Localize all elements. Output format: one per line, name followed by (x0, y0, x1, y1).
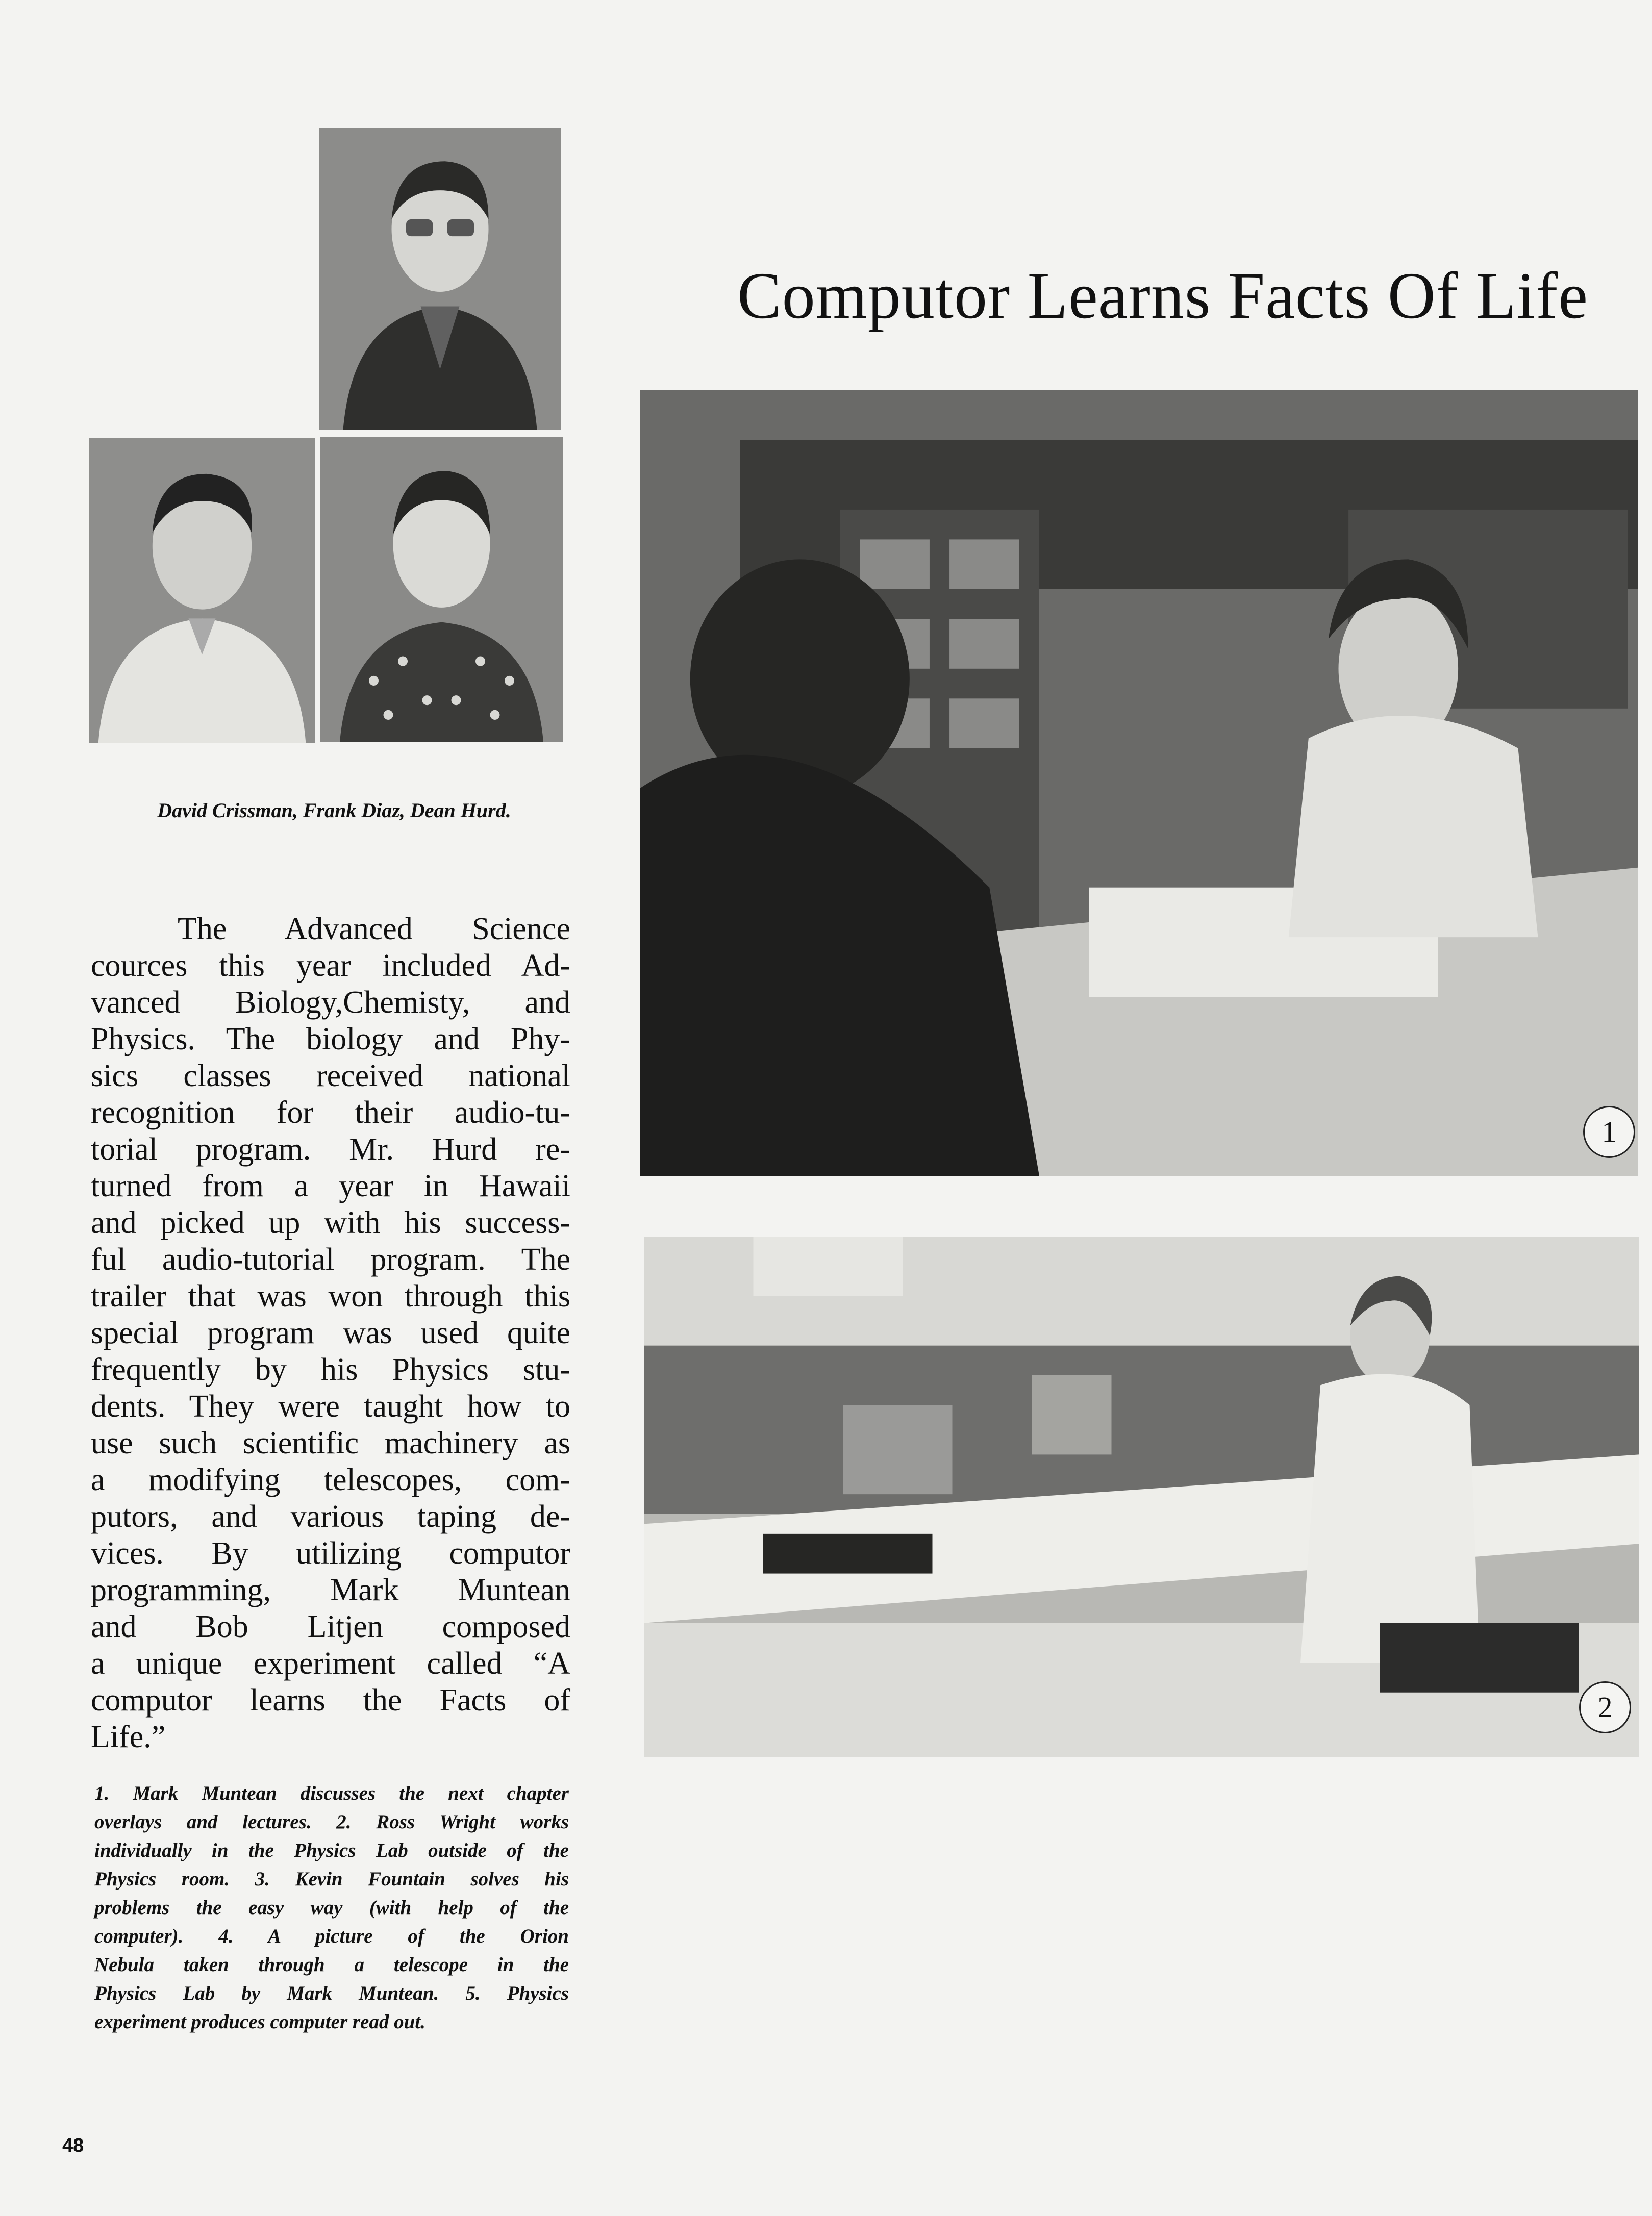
page-title: Computor Learns Facts Of Life (737, 259, 1589, 333)
portrait-frank-diaz (89, 438, 315, 743)
article-body (91, 911, 570, 1755)
photo-2-number: 2 (1579, 1681, 1631, 1733)
article-line: dents. They were taught how to (91, 1389, 570, 1424)
photo-1-number: 1 (1583, 1106, 1635, 1158)
portrait-third-image (320, 437, 563, 742)
photo-2-image (644, 1237, 1639, 1757)
photo-1 (640, 390, 1638, 1176)
article-line: use such scientific machinery as (91, 1426, 570, 1460)
article-line: trailer that was won through this (91, 1279, 570, 1314)
article-line: a modifying telescopes, com- (91, 1463, 570, 1497)
caption-line: overlays and lectures. 2. Ross Wright works (94, 1811, 569, 1833)
caption-line: 1. Mark Muntean discusses the next chapter (94, 1782, 569, 1804)
page-number: 48 (62, 2135, 84, 2156)
article-line: special program was used quite (91, 1316, 570, 1350)
caption-line: individually in the Physics Lab outside of the (94, 1840, 569, 1861)
caption-line: Physics Lab by Mark Muntean. 5. Physics (94, 1982, 569, 2004)
caption-line: Nebula taken through a telescope in the (94, 1954, 569, 1976)
article-line: The Advanced Science (178, 912, 570, 946)
photo-captions (94, 1779, 569, 2036)
article-line: frequently by his Physics stu- (91, 1352, 570, 1387)
photo-2 (644, 1237, 1639, 1757)
article-line: programming, Mark Muntean (91, 1573, 570, 1607)
article-line: torial program. Mr. Hurd re- (91, 1132, 570, 1167)
article-line: computor learns the Facts of (91, 1683, 570, 1718)
article-line: cources this year included Ad- (91, 948, 570, 983)
article-line: putors, and various taping de- (91, 1499, 570, 1534)
portrait-caption: David Crissman, Frank Diaz, Dean Hurd. (157, 799, 511, 822)
portrait-dean-hurd-image (319, 128, 561, 430)
article-line: vanced Biology,Chemisty, and (91, 985, 570, 1020)
article-line: and picked up with his success- (91, 1205, 570, 1240)
article-line: sics classes received national (91, 1059, 570, 1093)
article-line: a unique experiment called “A (91, 1646, 570, 1681)
caption-line: problems the easy way (with help of the (94, 1897, 569, 1919)
portrait-frank-diaz-image (89, 438, 315, 743)
article-line: vices. By utilizing computor (91, 1536, 570, 1571)
caption-line: Physics room. 3. Kevin Fountain solves his (94, 1868, 569, 1890)
article-line: recognition for their audio-tu- (91, 1095, 570, 1130)
photo-1-image (640, 390, 1638, 1176)
article-line: turned from a year in Hawaii (91, 1169, 570, 1203)
caption-line: experiment produces computer read out. (94, 2011, 425, 2033)
portrait-dean-hurd (319, 128, 561, 430)
article-line: ful audio-tutorial program. The (91, 1242, 570, 1277)
portrait-dean-hurd-second (320, 437, 563, 742)
article-line: and Bob Litjen composed (91, 1609, 570, 1644)
article-line: Physics. The biology and Phy- (91, 1022, 570, 1056)
caption-line: computer). 4. A picture of the Orion (94, 1925, 569, 1947)
article-line: Life.” (91, 1720, 166, 1754)
